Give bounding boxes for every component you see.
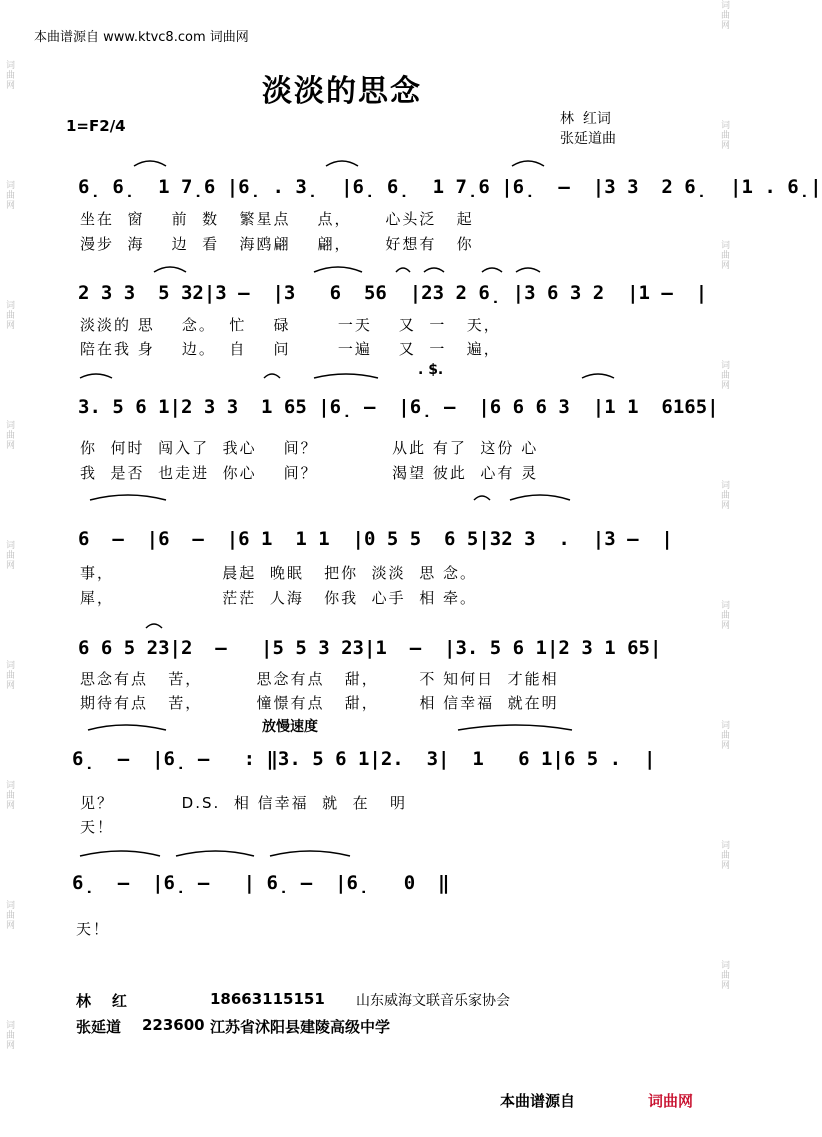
contact-1-name: 林 红 bbox=[76, 992, 127, 1010]
composer-credit: 张延道曲 bbox=[560, 131, 616, 147]
watermark-text: 词曲网 bbox=[4, 540, 14, 570]
lyrics-line-6-verse-1: 见？ D.S. 相 信幸福 就 在 明 bbox=[80, 794, 407, 812]
lyrics-line-4-verse-2: 犀， 茫茫 人海 你我 心手 相 牵。 bbox=[80, 589, 477, 607]
watermark-text: 词曲网 bbox=[719, 960, 729, 990]
contact-2-org: 江苏省沭阳县建陵高级中学 bbox=[210, 1018, 391, 1036]
watermark-text: 词曲网 bbox=[4, 660, 14, 690]
lyrics-line-4-verse-1: 事， 晨起 晚眠 把你 淡淡 思 念。 bbox=[80, 564, 477, 582]
notation-line-4: 6 — |6 — |6 1 1 1 |0 5 5 6 5|32 3 . |3 — | bbox=[78, 528, 673, 550]
lyrics-line-7-verse-1: 天！ bbox=[76, 920, 111, 938]
watermark-text: 词曲网 bbox=[719, 0, 729, 30]
notation-line-3: 3. 5 6 1|2 3 3 1 65 |6̣ — |6̣ — |6 6 6 3 |1 1 6165| bbox=[78, 396, 719, 418]
lyrics-line-2-verse-1: 淡淡的 思 念。 忙 碌 一天 又 一 天， bbox=[80, 316, 501, 334]
watermark-text: 词曲网 bbox=[719, 720, 729, 750]
notation-line-5: 6 6 5 23|2 — |5 5 3 23|1 — |3. 5 6 1|2 3 1 65| bbox=[78, 637, 662, 659]
watermark-text: 词曲网 bbox=[719, 600, 729, 630]
notation-line-1: 6̣ 6̣ 1 7̣6 |6̣ . 3̣ |6̣ 6̣ 1 7̣6 |6̣ — |3 3 2 6̣ |1 . 6̣| bbox=[78, 176, 822, 198]
watermark-text: 词曲网 bbox=[4, 420, 14, 450]
lyrics-line-1-verse-1: 坐在 窗 前 数 繁星点 点， 心头泛 起 bbox=[80, 210, 474, 228]
lyricist-credit: 林 红词 bbox=[560, 111, 611, 127]
watermark-text: 词曲网 bbox=[719, 240, 729, 270]
lyrics-line-2-verse-2: 陪在我 身 边。 自 问 一遍 又 一 遍， bbox=[80, 340, 501, 358]
lyrics-line-3-verse-2: 我 是否 也走进 你心 间？ 渴望 彼此 心有 灵 bbox=[80, 464, 539, 482]
lyrics-line-3-verse-1: 你 何时 闯入了 我心 间？ 从此 有了 这份 心 bbox=[80, 439, 539, 457]
left-watermark-column bbox=[0, 0, 18, 1137]
watermark-text: 词曲网 bbox=[4, 60, 14, 90]
watermark-text: 词曲网 bbox=[4, 780, 14, 810]
contact-2-code: 223600 bbox=[142, 1016, 205, 1034]
source-header: 本曲谱源自 www.ktvc8.com 词曲网 bbox=[34, 30, 249, 45]
lyrics-line-5-verse-2: 期待有点 苦， 憧憬有点 甜， 相 信幸福 就在明 bbox=[80, 694, 559, 712]
lyrics-line-5-verse-1: 思念有点 苦， 思念有点 甜， 不 知何日 才能相 bbox=[80, 670, 559, 688]
watermark-text: 词曲网 bbox=[4, 1020, 14, 1050]
watermark-text: 词曲网 bbox=[719, 120, 729, 150]
footer-brand-logo[interactable]: 词曲网 bbox=[648, 1092, 694, 1110]
lyrics-line-1-verse-2: 漫步 海 边 看 海鸥翩 翩， 好想有 你 bbox=[80, 235, 474, 253]
segno-mark: . $. bbox=[418, 362, 444, 378]
contact-1-org: 山东威海文联音乐家协会 bbox=[356, 993, 510, 1009]
watermark-text: 词曲网 bbox=[4, 300, 14, 330]
watermark-text: 词曲网 bbox=[4, 180, 14, 210]
song-title: 淡淡的思念 bbox=[262, 74, 422, 109]
watermark-text: 词曲网 bbox=[719, 480, 729, 510]
tempo-marking: 放慢速度 bbox=[262, 719, 318, 735]
watermark-text: 词曲网 bbox=[4, 900, 14, 930]
notation-line-7: 6̣ — |6̣ — | 6̣ — |6̣ 0 ‖ bbox=[72, 872, 450, 894]
watermark-text: 词曲网 bbox=[719, 360, 729, 390]
notation-line-6: 6̣ — |6̣ — : ‖3. 5 6 1|2. 3| 1 6 1|6 5 . | bbox=[72, 748, 656, 770]
contact-2-name: 张延道 bbox=[76, 1018, 122, 1036]
footer-source-label: 本曲谱源自 bbox=[500, 1092, 576, 1110]
watermark-text: 词曲网 bbox=[719, 840, 729, 870]
key-signature: 1=F2/4 bbox=[66, 117, 126, 135]
lyrics-line-6-verse-2: 天！ bbox=[80, 818, 115, 836]
right-watermark-column bbox=[715, 0, 733, 1137]
contact-1-phone: 18663115151 bbox=[210, 990, 325, 1008]
notation-line-2: 2 3 3 5 32|3 — |3 6 56 |23 2 6̣ |3 6 3 2 |1 — | bbox=[78, 282, 708, 304]
